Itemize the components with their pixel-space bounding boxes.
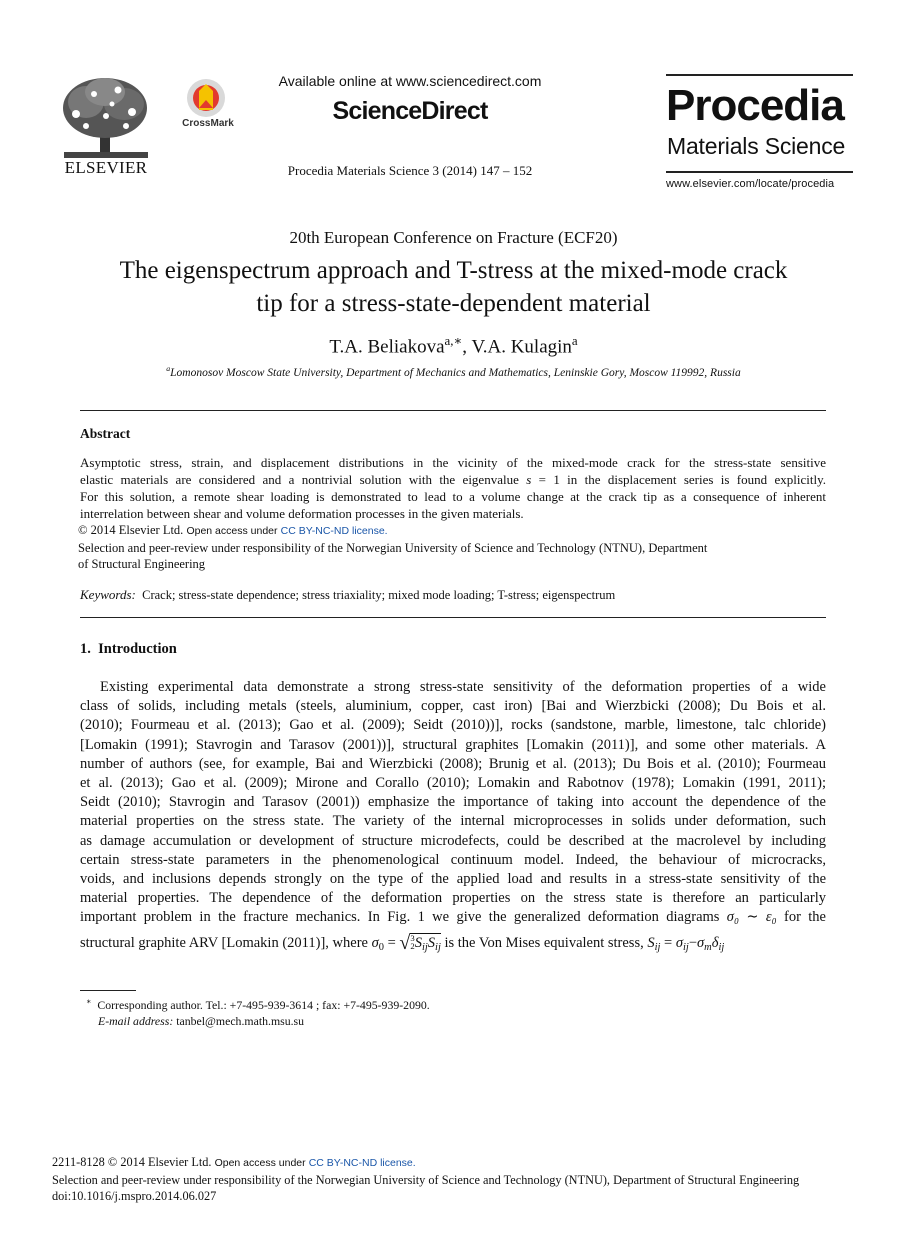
journal-title: Procedia [666,81,844,130]
elsevier-tree-icon [56,74,156,160]
available-online: Available online at www.sciencedirect.com [278,73,542,89]
abstract-heading: Abstract [80,426,131,441]
intro-line: et al. (2013); Gao et al. (2009); Mirone and Corallo (2010); Lomakin and Rabotnov (1978); Lomakin (1991, 2011); [80,775,826,792]
intro-line: important problem in the fracture mechanics. In Fig. 1 we give the generalized deformation diagrams σ₀ ∼ ε₀ for the [80,909,826,926]
intro-line: certain stress-state parameters in the phenomenological continuum model. Indeed, the behaviour of microcracks, [80,851,826,868]
journal-url[interactable]: www.elsevier.com/locate/procedia [666,178,835,190]
crossmark-icon [180,78,236,120]
journal-bottom-rule [666,171,853,173]
sciencedirect-wordmark[interactable]: ScienceDirect [332,97,488,125]
crossmark-label: CrossMark [182,118,234,129]
intro-line: Existing experimental data demonstrate a strong stress-state sensitivity of the deformation properties of a wide [100,679,826,695]
footer [52,1154,862,1205]
footnote [86,994,430,1029]
journal-citation: Procedia Materials Science 3 (2014) 147 – 152 [287,163,533,178]
email-address[interactable]: tanbel@mech.math.msu.su [176,1013,305,1028]
abstract-body [80,454,826,522]
affiliation-mark: a [166,364,171,373]
intro-line: structural graphite ARV [Lomakin (2011)], where $\sigma_0 = √3$ $2S_{ij}S_{ij}$ is the Von Mises equivalent stress, $S_{ij} = \sigma_{ij}-\sigma_m\delta_{ij}$ [80,932,725,955]
author-separator: , [462,336,472,358]
intro-line: number of authors (see, for example, Bai and Wierzbicki (2008); Brunig et al. (2013); Du Bois et al. (2010); Fourmeau [80,755,826,772]
paper-title-line-2: tip for a stress-state-dependent material [256,290,651,317]
crossmark-logo[interactable] [180,78,236,134]
intro-line: (2010); Fourmeau et al. (2013); Gao et al. (2009); Seidt (2010))], rocks (sandstone, marble, limestone, talc chloride) [80,717,826,734]
section-heading-introduction: 1. Introduction [80,641,177,657]
footnote-mark: ∗ [86,997,92,1006]
introduction-body [80,678,826,957]
affiliation-text: Lomonosov Moscow State University, Department of Mechanics and Mathematics, Leninskie Gory, Moscow 119992, Russia [170,366,741,379]
intro-line: Seidt (2010); Stavrogin and Tarasov (2001)) emphasize the importance of taking into account the dependence of the [80,794,826,811]
intro-line: material properties on the stress state. The variety of the internal microprocesses in solids under deformation, such [80,813,826,830]
journal-subtitle: Materials Science [667,133,846,159]
abstract-bottom-rule [80,617,826,618]
keywords [80,587,615,603]
email-label: E-mail address: [98,1013,174,1028]
corresponding-author: Corresponding author. Tel.: +7-495-939-3614 ; fax: +7-495-939-2090. [97,997,430,1012]
footer-review-line: Selection and peer-review under responsibility of the Norwegian University of Science and Technology (NTNU), Department of Structural Engineering [52,1172,800,1187]
journal-top-rule [666,74,853,76]
intro-line: class of solids, including metals (steels, aluminium, copper, cast iron) [Bai and Wierzbicki (2008); Du Bois et al. [80,698,826,715]
publisher-name: ELSEVIER [64,158,148,177]
keywords-label: Keywords: [80,587,136,602]
footnote-rule [80,990,136,991]
author-affiliation-mark: a [571,333,578,348]
author-name: T.A. Beliakova [329,336,445,358]
intro-line: as damage accumulation or development of structure microdefects, could be described at the macrolevel by including [80,832,826,849]
intro-line: [Lomakin (1991); Stavrogin and Tarasov (2001))], structural graphites [Lomakin (2011)], and some other materials. A [80,736,826,753]
license-link[interactable]: CC BY-NC-ND license. [280,525,388,537]
abstract-line: Asymptotic stress, strain, and displacement distributions in the vicinity of the mixed-mode crack for the stress-state sensitive [80,455,826,470]
intro-line: material properties. The dependence of the deformation properties on the stress state is therefore an particularly [80,890,826,907]
abstract-line: For this solution, a remote shear loading is demonstrated to lead to a volume change at the crack tip as a consequence of inherent [80,489,826,504]
abstract-top-rule [80,410,826,411]
footer-issn-line: 2211-8128 © 2014 Elsevier Ltd. Open access under CC BY-NC-ND license. [52,1155,416,1169]
peer-review-statement: Selection and peer-review under responsibility of the Norwegian University of Science and Technology (NTNU), Department of Structural Engineering [78,541,708,571]
abstract-line: interrelation between shear and volume deformation processes in the given materials. [80,506,524,521]
footer-license-link[interactable]: CC BY-NC-ND license. [308,1157,416,1169]
elsevier-logo [56,74,156,180]
footer-doi[interactable]: doi:10.1016/j.mspro.2014.06.027 [52,1189,217,1203]
abstract-line: elastic materials are considered and a nontrivial solution with the eigenvalue s = 1 in the displacement series is found explicitly. [80,472,826,487]
deviator-equation: $S_{ij} = \sigma_{ij}-\sigma_m\delta_{ij}$ [647,934,725,953]
journal-logo [666,74,854,194]
author-name: V.A. Kulagin [471,336,572,358]
keywords-text: Crack; stress-state dependence; stress triaxiality; mixed mode loading; T-stress; eigenspectrum [142,588,616,602]
intro-line: voids, and inclusions depends strongly on the type of the applied load and results in a stress-state sensitivity of the [80,871,826,888]
authors [0,333,907,358]
author-affiliation-mark: a,∗ [444,333,463,348]
abstract-copyright: © 2014 Elsevier Ltd. Open access under CC BY-NC-ND license. [78,523,388,537]
affiliation [0,364,907,379]
paper-title-line-1: The eigenspectrum approach and T-stress at the mixed-mode crack [119,257,788,284]
conference-name: 20th European Conference on Fracture (ECF20) [289,228,618,247]
von-mises-equation: $\sigma_0 = √3$ $2S_{ij}S_{ij}$ [371,932,441,955]
